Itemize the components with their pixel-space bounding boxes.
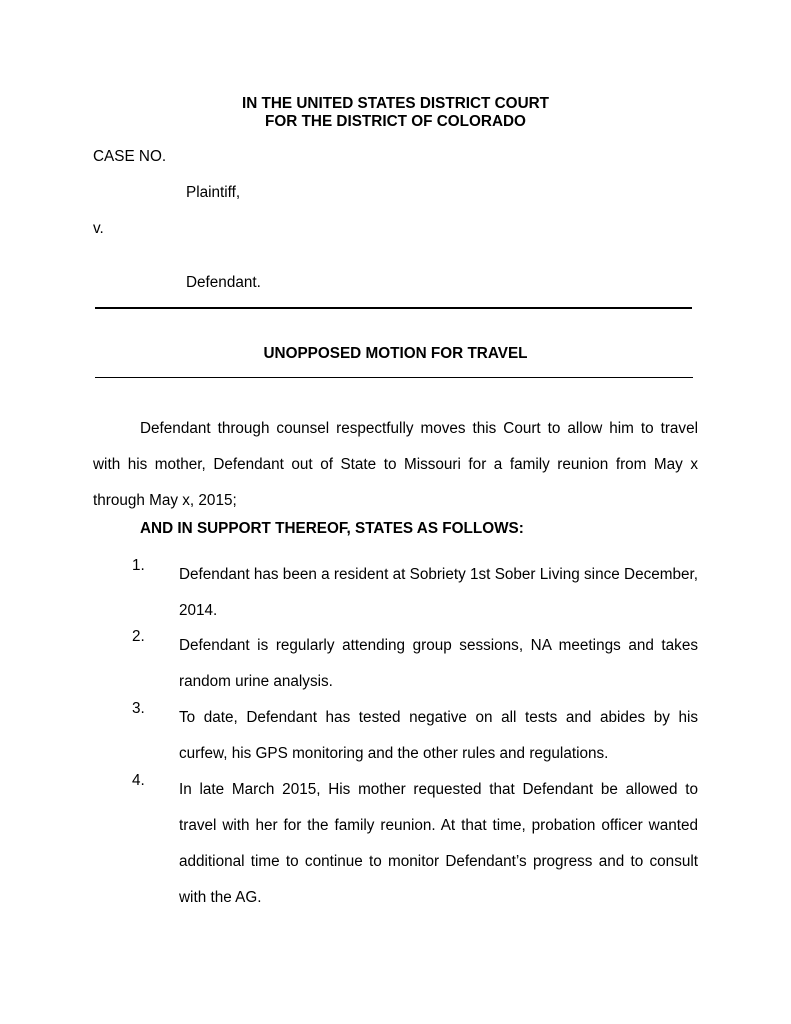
list-item-number: 1. (132, 557, 145, 574)
court-district-line: FOR THE DISTRICT OF COLORADO (265, 113, 526, 130)
case-number-label: CASE NO. (93, 148, 167, 165)
list-item-text: Defendant has been a resident at Sobriety 1st Sober Living since December, 2014. (179, 566, 698, 619)
list-item-number: 3. (132, 700, 145, 717)
defendant-label: Defendant. (186, 274, 261, 291)
list-item-number: 2. (132, 628, 145, 645)
court-name-line: IN THE UNITED STATES DISTRICT COURT (241, 95, 550, 112)
motion-title: UNOPPOSED MOTION FOR TRAVEL (263, 345, 528, 362)
list-item-text: In late March 2015, His mother requested that Defendant be allowed to travel with her for the family reunion. At that time, probation officer wanted additional time to continue to monitor Defendant’s progress and to consult with the AG. (179, 781, 698, 906)
list-item-text: Defendant is regularly attending group sessions, NA meetings and takes random urine analysis. (179, 637, 698, 690)
caption-divider (95, 307, 692, 309)
intro-paragraph: Defendant through counsel respectfully moves this Court to allow him to travel with his mother, Defendant out of State to Missouri for a family reunion from May x through May x, 2015; (93, 420, 698, 509)
list-item-text: To date, Defendant has tested negative on all tests and abides by his curfew, his GPS monitoring and the other rules and regulations. (179, 709, 698, 762)
plaintiff-label: Plaintiff, (186, 184, 241, 201)
versus-label: v. (93, 220, 104, 237)
support-heading: AND IN SUPPORT THEREOF, STATES AS FOLLOWS: (140, 520, 524, 537)
title-divider (95, 377, 693, 378)
court-header (0, 95, 791, 131)
list-item-number: 4. (132, 772, 145, 789)
